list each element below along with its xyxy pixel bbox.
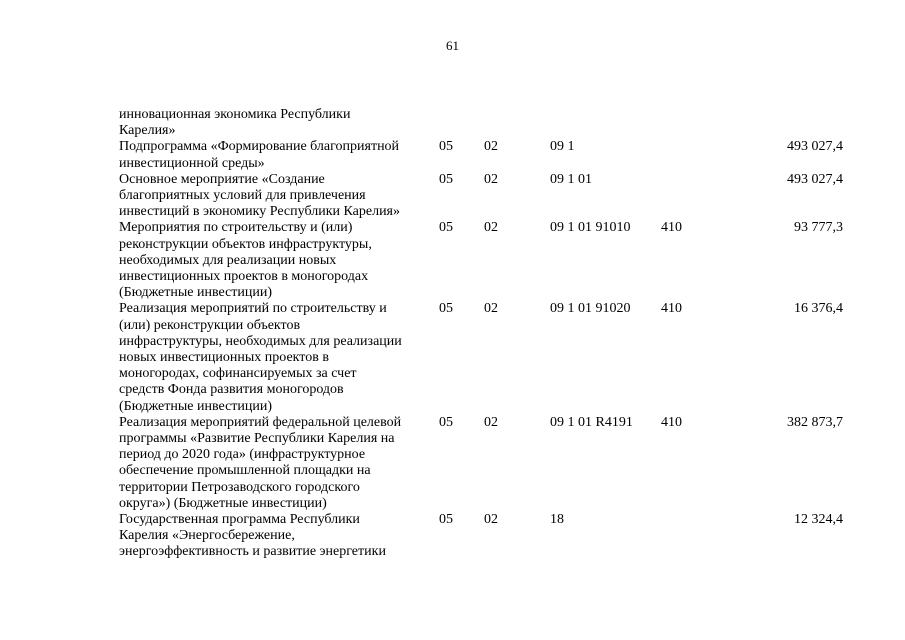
- row-subsection: 02: [484, 220, 498, 236]
- row-section: 05: [439, 139, 453, 155]
- table-row: [0, 512, 905, 561]
- row-section: 05: [439, 301, 453, 317]
- row-amount: 16 376,4: [794, 301, 843, 317]
- row-subsection: 02: [484, 171, 498, 187]
- row-subsection: 02: [484, 139, 498, 155]
- row-description: Государственная программа Республики Карелия «Энергосбережение, энергоэффективность и развитие энергетики: [119, 512, 386, 560]
- row-target-item: 09 1 01 R4191: [550, 414, 633, 430]
- row-section: 05: [439, 171, 453, 187]
- row-description: Основное мероприятие «Создание благоприятных условий для привлечения инвестиций в экономику Республики Карелия»: [119, 171, 400, 220]
- table-row: [0, 107, 905, 139]
- row-expense-type: 410: [661, 414, 682, 430]
- budget-table: [0, 107, 905, 561]
- page-number: 61: [446, 38, 459, 53]
- row-target-item: 18: [550, 512, 564, 528]
- row-section: 05: [439, 512, 453, 528]
- table-row: [0, 139, 905, 171]
- row-amount: 12 324,4: [794, 512, 843, 528]
- row-target-item: 09 1: [550, 139, 575, 155]
- row-subsection: 02: [484, 512, 498, 528]
- table-row: [0, 220, 905, 301]
- row-amount: 493 027,4: [787, 139, 843, 155]
- row-subsection: 02: [484, 414, 498, 430]
- row-description: Мероприятия по строительству и (или) реконструкции объектов инфраструктуры, необходимых для реализации новых инвестиционных проектов в моногородах (Бюджетные инвестиции): [119, 220, 372, 301]
- row-target-item: 09 1 01: [550, 171, 592, 187]
- row-expense-type: 410: [661, 220, 682, 236]
- row-description: Реализация мероприятий федеральной целевой программы «Развитие Республики Карелия на период до 2020 года» (инфраструктурное обеспечение промышленной площадки на территории Петрозаводского городского округа») (Бюджетные инвестиции): [119, 414, 402, 511]
- row-expense-type: 410: [661, 301, 682, 317]
- table-row: [0, 415, 905, 512]
- table-row: [0, 172, 905, 221]
- row-subsection: 02: [484, 301, 498, 317]
- row-amount: 93 777,3: [794, 220, 843, 236]
- row-target-item: 09 1 01 91020: [550, 301, 631, 317]
- row-target-item: 09 1 01 91010: [550, 220, 631, 236]
- table-row: [0, 301, 905, 414]
- row-section: 05: [439, 220, 453, 236]
- row-amount: 382 873,7: [787, 414, 843, 430]
- row-amount: 493 027,4: [787, 171, 843, 187]
- row-description: инновационная экономика Республики Карелия»: [119, 107, 351, 139]
- row-description: Подпрограмма «Формирование благоприятной инвестиционной среды»: [119, 139, 400, 171]
- row-description: Реализация мероприятий по строительству и (или) реконструкции объектов инфраструктуры, необходимых для реализации новых инвестиционных проектов в моногородах, софинансируемых за счет средств Фонда развития моногородов (Бюджетные инвестиции): [119, 301, 402, 414]
- row-section: 05: [439, 414, 453, 430]
